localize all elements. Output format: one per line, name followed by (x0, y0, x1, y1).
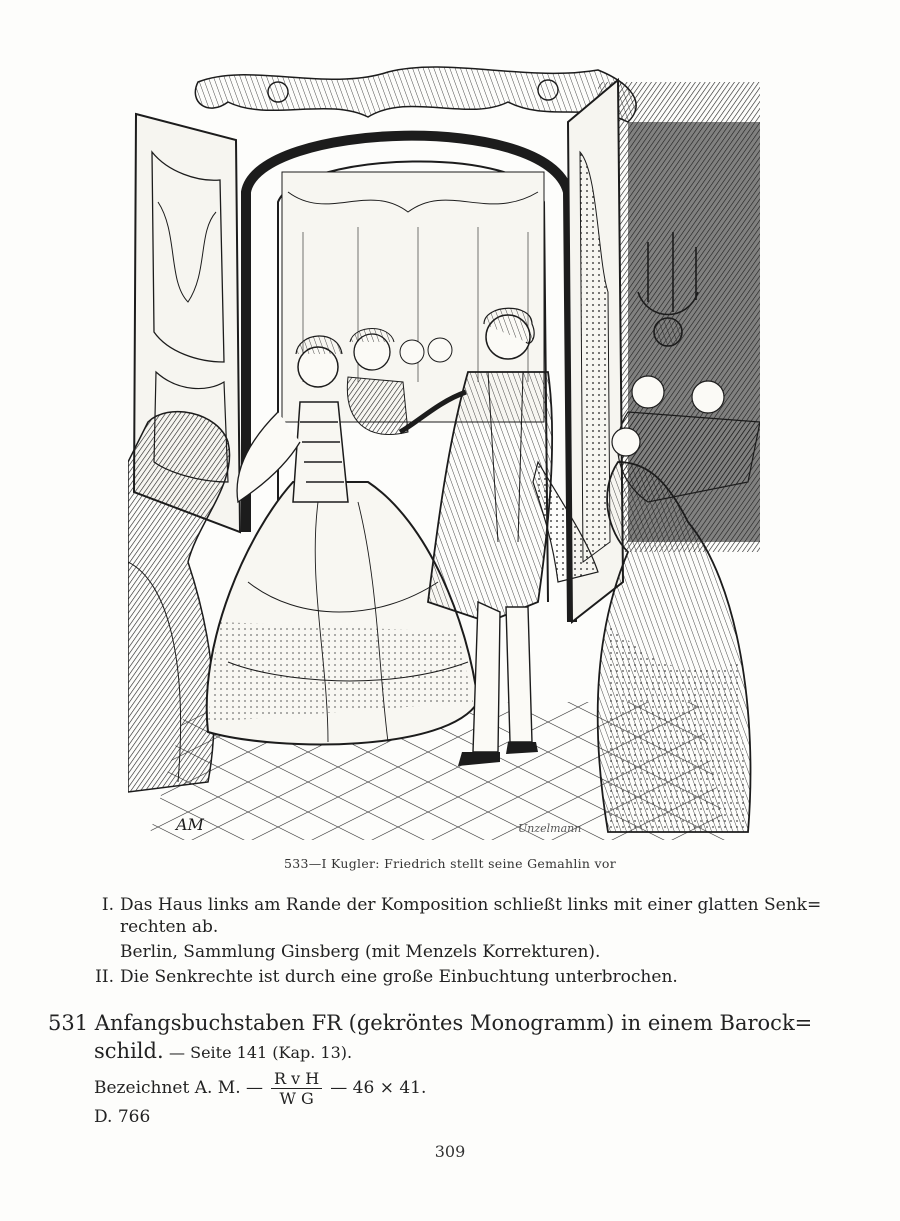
entry-title-end: schild. (94, 1039, 164, 1063)
note-ii-numeral: II. (95, 967, 114, 987)
entry-title-text: Anfangsbuchstaben FR (gekröntes Monogramm) in einem Barock= (94, 1011, 813, 1035)
engraver-monogram: AM (176, 815, 204, 834)
entry-title-line-2 (94, 1040, 352, 1064)
engraving-illustration (128, 62, 760, 840)
entry-page-reference: — Seite 141 (Kap. 13). (169, 1043, 353, 1062)
entry-number: 531 (48, 1011, 89, 1035)
entry-reference: D. 766 (94, 1107, 151, 1127)
note-ii-line (94, 966, 678, 988)
collection-note: Berlin, Sammlung Ginsberg (mit Menzels Korrekturen). (120, 942, 601, 962)
signed-suffix: — 46 × 41. (330, 1078, 427, 1098)
figure-caption: 533—I Kugler: Friedrich stellt seine Gemahlin vor (283, 856, 617, 871)
rococo-ornament (195, 67, 636, 122)
background-gentleman-2 (428, 338, 452, 362)
right-bowing-figures (598, 376, 760, 832)
signed-prefix: Bezeichnet A. M. — (94, 1078, 264, 1098)
page-number: 309 (434, 1142, 466, 1161)
engraving-svg (128, 62, 760, 840)
note-ii-text: Die Senkrechte ist durch eine große Einbuchtung unterbrochen. (120, 967, 678, 987)
note-i-text-1: Das Haus links am Rande der Komposition schließt links mit einer glatten Senk= (120, 895, 822, 915)
entry-signed-line (94, 1068, 426, 1108)
note-i-line-2: rechten ab. (120, 917, 219, 937)
note-i-numeral: I. (101, 895, 114, 915)
signed-fraction (271, 1069, 322, 1108)
signed-numerator: R v H (271, 1069, 322, 1089)
signed-denominator: W G (279, 1089, 314, 1108)
background-gentleman-1 (400, 340, 424, 364)
entry-title-line-1 (48, 1012, 812, 1034)
note-i-line-1 (94, 894, 821, 916)
engraver-signature: Unzelmann (518, 822, 582, 835)
